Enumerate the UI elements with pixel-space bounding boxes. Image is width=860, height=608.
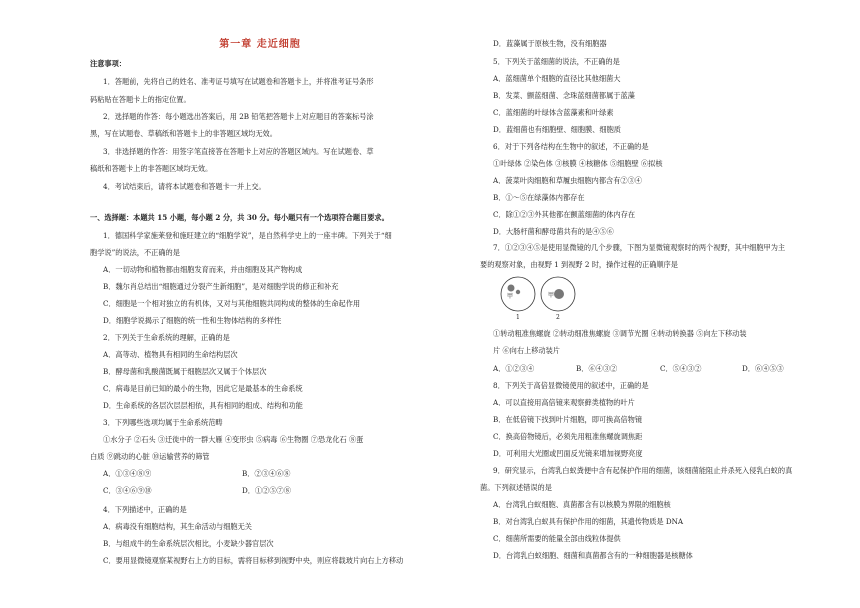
option: D．蓝藻属于原核生物，没有细胞器 <box>493 39 607 48</box>
option: C．换高倍物镜后，必须先用粗准焦螺旋调焦距 <box>493 432 643 441</box>
question: 1．德国科学家施莱登和施旺建立的“细胞学说”，是自然科学史上的一座丰碑。下列关于“细 <box>103 231 392 240</box>
notice-item: 黑，写在试题卷、草稿纸和答题卡上的非答题区域均无效。 <box>90 129 277 138</box>
option: D．蓝细菌也有细胞壁、细胞膜、细胞质 <box>493 125 621 134</box>
question: 5．下列关于蓝细菌的说法，不正确的是 <box>493 57 620 66</box>
option: A．菠菜叶肉细胞和草履虫细胞内都含有②③④ <box>493 176 642 185</box>
question: ①叶绿体 ②染色体 ③核膜 ④核糖体 ⑤细胞壁 ⑥拟核 <box>493 159 663 168</box>
cell-small-2 <box>516 290 520 294</box>
notice-item: 2．选择题的作答：每小题选出答案后，用 2B 铅笔把答题卡上对应题目的答案标号涂 <box>103 112 374 121</box>
notice-item: 码粘贴在答题卡上的指定位置。 <box>90 95 191 104</box>
option: A．高等动、植物具有相同的生命结构层次 <box>103 350 238 359</box>
option: B．①～⑤在绿藻体内都存在 <box>493 193 585 202</box>
option: A．①③④⑧⑨ <box>103 469 152 478</box>
option: B．⑥④③② <box>576 364 618 373</box>
option: D．大肠杆菌和酵母菌共有的是④⑤⑥ <box>493 227 614 236</box>
option: B．魏尔肖总结出“细胞通过分裂产生新细胞”，是对细胞学说的修正和补充 <box>103 282 339 291</box>
option: B．在低倍镜下找到叶片细胞，即可换高倍物镜 <box>493 415 643 424</box>
option: A．可以直接用高倍镜来观察藓类植物的叶片 <box>493 398 635 407</box>
option: A．蓝细菌单个细胞的直径比其他细菌大 <box>493 74 621 83</box>
field-2-label: 2 <box>556 314 560 321</box>
option: C．除①②③外其他都在颤蓝细菌的体内存在 <box>493 210 636 219</box>
notice-item: 稿纸和答题卡上的非答题区域均无效。 <box>90 164 213 173</box>
question: 7．①②③④⑤是使用显微镜的几个步骤，下图为显微镜观察时的两个视野，其中细胞甲为主 <box>493 243 786 252</box>
option: A．一切动物和植物都由细胞发育而来，并由细胞及其产物构成 <box>103 265 303 274</box>
option: A．病毒没有细胞结构，其生命活动与细胞无关 <box>103 522 252 531</box>
option: B．酵母菌和乳酸菌既属于细胞层次又属于个体层次 <box>103 367 267 376</box>
option: D．可利用大光圈或凹面反光镜来增加视野亮度 <box>493 449 643 458</box>
option: D．细胞学说揭示了细胞的统一性和生物体结构的多样性 <box>103 316 282 325</box>
option: B．与组成牛的生命系统层次相比，小麦缺少器官层次 <box>103 539 274 548</box>
option: D．台湾乳白蚁细胞、细菌和真菌都含有的一种细胞器是核糖体 <box>493 551 693 560</box>
option: D．生命系统的各层次层层相依，具有相同的组成、结构和功能 <box>103 401 303 410</box>
question: ①水分子 ②石头 ③迁徙中的一群大雁 ④变形虫 ⑤病毒 ⑥生物圈 ⑦恐龙化石 ⑧蛋 <box>103 435 364 444</box>
cell-jia-small <box>508 285 515 292</box>
cell-jia-label: 甲 <box>507 293 514 300</box>
option: C．⑤④③② <box>660 364 702 373</box>
option: A．①②③④ <box>493 364 535 373</box>
page-title: 第一章 走近细胞 <box>219 39 301 50</box>
question: ①转动粗准焦螺旋 ②转动细准焦螺旋 ③调节光圈 ④转动转换器 ⑤向左下移动装 <box>493 329 747 338</box>
notice-item: 3．非选择题的作答：用签字笔直接答在答题卡上对应的答题区域内。写在试题卷、草 <box>103 147 374 156</box>
question: 菌。下列叙述错误的是 <box>480 483 552 492</box>
option: C．蓝细菌的叶绿体含蓝藻素和叶绿素 <box>493 108 614 117</box>
option: C．病毒是目前已知的最小的生物，因此它是最基本的生命系统 <box>103 384 303 393</box>
section-heading: 一、选择题：本题共 15 小题，每小题 2 分，共 30 分。每小题只有一个选项符合题目要求。 <box>90 213 389 222</box>
cell-jia-large <box>554 289 564 299</box>
notice-item: 4．考试结束后，请将本试题卷和答题卡一并上交。 <box>103 182 266 191</box>
question: 白质 ⑨跳动的心脏 ⑩运输营养的筛管 <box>90 452 210 461</box>
option: B．②③④⑥⑧ <box>242 469 291 478</box>
question: 4．下列描述中，正确的是 <box>103 505 187 514</box>
option: C．细菌所需要的能量全部由线粒体提供 <box>493 534 621 543</box>
option: D．①②⑤⑦⑧ <box>242 486 291 495</box>
question: 3．下列哪些选项均属于生命系统范畴 <box>103 418 223 427</box>
question: 2．下列关于生命系统的理解，正确的是 <box>103 333 230 342</box>
question: 要的观察对象，由视野 1 到视野 2 时，操作过程的正确顺序是 <box>480 260 678 269</box>
option: B．对台湾乳白蚁具有保护作用的细菌，其遗传物质是 DNA <box>493 517 684 526</box>
field-1-label: 1 <box>516 314 520 321</box>
notice-heading: 注意事项： <box>90 59 126 68</box>
option: A．台湾乳白蚁细胞、真菌都含有以核膜为界限的细胞核 <box>493 500 671 509</box>
option: C．要用显微镜观察某视野右上方的目标，需将目标移到视野中央，则应将载玻片向右上方移动 <box>103 556 404 565</box>
cell-jia-label-2: 甲 <box>548 292 555 299</box>
question: 6．对于下列各结构在生物中的叙述，不正确的是 <box>493 142 649 151</box>
option: C．细胞是一个相对独立的有机体，又对与其他细胞共同构成的整体的生命起作用 <box>103 299 361 308</box>
question: 胞学说”的说法，不正确的是 <box>90 248 180 257</box>
option: C．③④⑥⑨⑩ <box>103 486 152 495</box>
question: 片 ⑥向右上移动装片 <box>493 346 560 355</box>
notice-item: 1．答题前，先将自己的姓名、准考证号填写在试题卷和答题卡上，并将准考证号条形 <box>103 77 374 86</box>
question: 9．研究显示，台湾乳白蚁粪便中含有起保护作用的细菌，该细菌能阻止并杀死入侵乳白蚁的真 <box>493 466 793 475</box>
question: 8．下列关于高倍显微镜使用的叙述中，正确的是 <box>493 381 649 390</box>
option: D．⑥④⑤③ <box>742 364 784 373</box>
microscope-field-figure <box>498 272 578 322</box>
option: B．发菜、颤蓝细菌、念珠蓝细菌都属于蓝藻 <box>493 91 635 100</box>
